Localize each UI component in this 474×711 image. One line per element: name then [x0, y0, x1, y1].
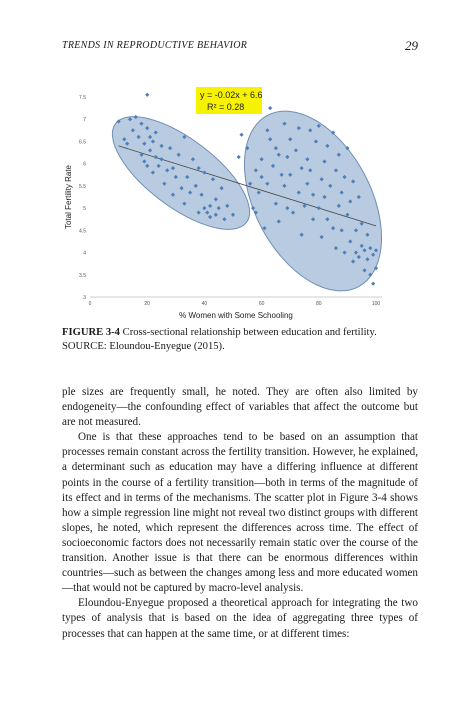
y-tick-label: 5.5 [79, 183, 86, 190]
caption-text: Cross-sectional relationship between education and fertility. [122, 327, 377, 338]
x-tick-label: 80 [316, 301, 322, 307]
y-tick-label: 7.5 [79, 95, 86, 101]
annotation-r-squared: R² = 0.28 [207, 102, 245, 112]
y-axis-label: Total Fertility Rate [64, 164, 73, 230]
y-tick-label: 3 [83, 295, 86, 301]
x-tick-label: 60 [258, 301, 265, 307]
data-point [268, 106, 272, 110]
group-ellipses [95, 88, 400, 314]
paragraph-2: One is that these approaches tend to be based on an assumption that processes remain constant across the fertility transition. However, he explained, a determinant such as education may have a differing influence at different points in the course of a fertility transition—both in terms of the magnitude of its effect and in terms of the mechanisms. The scatter plot in Figure 3-4 shows how a simple regression line might not reveal two distinct groups with different slopes, he noted, which represent the differences across time. The effect of socioeconomic factors does not necessarily remain static over the course of the transition. Another issue is that there can be enormous differences within countries—such as between the changes among less and more educated women—that would not be captured by macro-level analysis. [62, 431, 418, 595]
group-ellipse-less-educated [95, 96, 267, 249]
x-tick-label: 20 [144, 301, 150, 307]
paragraph-3: Eloundou-Enyegue proposed a theoretical approach for integrating the two types of analysis that is based on the idea of aggregating three types of processes that can happen at the same time, or at different times: [62, 597, 418, 640]
y-ticks [79, 95, 86, 301]
x-tick-label: 40 [201, 301, 208, 307]
figure-caption [62, 326, 422, 354]
x-tick-label: 0 [88, 301, 92, 307]
running-head-title: TRENDS IN REPRODUCTIVE BEHAVIOR [62, 40, 248, 51]
data-point [237, 155, 241, 159]
data-point [145, 93, 149, 97]
caption-label: FIGURE 3-4 [62, 327, 120, 338]
scatter-chart [60, 72, 400, 322]
y-tick-label: 5 [83, 206, 86, 213]
data-point [239, 133, 243, 137]
y-tick-label: 3.5 [79, 272, 86, 279]
y-tick-label: 7 [83, 117, 86, 124]
x-axis-label: % Women with Some Schooling [179, 311, 293, 320]
y-tick-label: 6 [83, 161, 86, 168]
caption-source: SOURCE: Eloundou-Enyegue (2015). [62, 341, 225, 352]
body-text [62, 385, 418, 642]
x-ticks [89, 301, 381, 307]
annotation-equation: y = -0.02x + 6.6 [200, 90, 263, 100]
y-tick-label: 4 [83, 250, 86, 257]
equation-annotation [196, 87, 263, 114]
y-tick-label: 4.5 [79, 228, 86, 235]
y-tick-label: 6.5 [79, 139, 86, 146]
running-head [62, 40, 418, 56]
paragraph-1: ple sizes are frequently small, he noted. They are often also limited by endogeneity—the confounding effect of variables that affect the outcome but are not measured. [62, 386, 418, 429]
figure-3-4 [60, 72, 400, 322]
data-point [371, 282, 375, 286]
page-number: 29 [405, 38, 418, 53]
x-tick-label: 100 [371, 301, 381, 307]
